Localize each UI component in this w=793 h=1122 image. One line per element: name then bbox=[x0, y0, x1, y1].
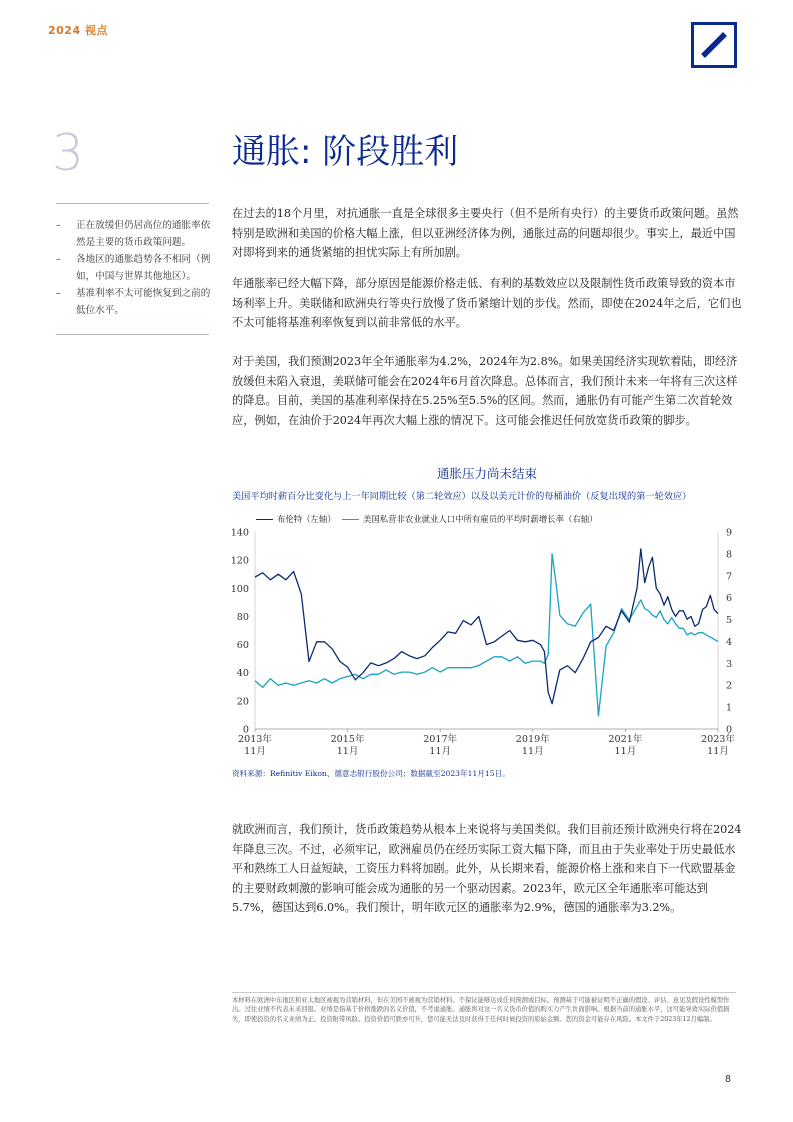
y-left-tick-label: 60 bbox=[236, 640, 249, 652]
legend-line-swatch bbox=[256, 519, 273, 520]
y-right-tick-label: 9 bbox=[726, 527, 733, 539]
bullet-dash: – bbox=[56, 220, 61, 231]
legend-label: 美国私营非农业就业人口中所有雇员的平均时薪增长率（右轴） bbox=[363, 514, 598, 524]
key-point bbox=[56, 217, 214, 251]
key-point bbox=[56, 285, 214, 319]
x-tick-label-month: 11月 bbox=[614, 746, 637, 757]
chart-source: 资料来源：Refinitiv Eikon、德意志银行股份公司；数据截至2023年11月15日。 bbox=[232, 769, 510, 778]
page-number: 8 bbox=[725, 1074, 732, 1085]
key-point-text: 基准利率不太可能恢复到之前的低位水平。 bbox=[76, 288, 211, 316]
chart-title: 通胀压力尚未结束 bbox=[436, 466, 537, 481]
x-tick-label-year: 2017年 bbox=[423, 734, 458, 745]
wage-growth-series-line bbox=[255, 554, 718, 716]
brent-oil-series-line bbox=[255, 549, 718, 704]
legend-line-swatch bbox=[342, 519, 359, 520]
deutsche-bank-logo bbox=[691, 22, 737, 68]
legend-label: 布伦特（左轴） bbox=[277, 514, 336, 524]
section-title: 通胀: 阶段胜利 bbox=[232, 132, 459, 172]
sidebar-top-rule bbox=[56, 203, 209, 204]
chart-subtitle: 美国平均时薪百分比变化与上一年同期比较（第二轮效应）以及以美元计价的每桶油价（反复出现的第一轮效应） bbox=[232, 491, 692, 502]
key-point bbox=[56, 251, 214, 285]
key-point-text: 各地区的通胀趋势各不相同（例如，中国与世界其他地区）。 bbox=[76, 254, 211, 282]
y-right-tick-label: 4 bbox=[726, 636, 733, 648]
body-paragraph: 在过去的18个月里，对抗通胀一直是全球很多主要央行（但不是所有央行）的主要货币政策问题。虽然特别是欧洲和美国的价格大幅上涨，但以亚洲经济体为例，通胀过高的问题却很少。事实上，最近中国对即将到来的通货紧缩的担忧实际上有所加剧。 bbox=[232, 207, 739, 260]
sidebar-bottom-rule bbox=[56, 334, 209, 335]
section-number: 3 bbox=[52, 124, 84, 182]
key-point-text: 正在放缓但仍居高位的通胀率依然是主要的货币政策问题。 bbox=[76, 220, 211, 248]
y-right-tick-label: 5 bbox=[726, 615, 733, 627]
y-left-tick-label: 140 bbox=[230, 527, 249, 539]
y-right-tick-label: 3 bbox=[726, 658, 733, 670]
y-left-tick-label: 20 bbox=[236, 696, 249, 708]
x-tick-label-month: 11月 bbox=[244, 746, 266, 757]
report-label: 2024 视点 bbox=[48, 24, 108, 37]
y-left-tick-label: 40 bbox=[236, 668, 249, 680]
line-chart bbox=[230, 522, 750, 762]
x-tick-label-year: 2023年 bbox=[700, 734, 736, 745]
y-left-tick-label: 0 bbox=[242, 724, 249, 736]
body-paragraph: 年通胀率已经大幅下降，部分原因是能源价格走低、有利的基数效应以及限制性货币政策导致的资本市场利率上升。美联储和欧洲央行等央行放慢了货币紧缩计划的步伐。然而，即使在2024年之后，它们也不太可能将基准利率恢复到以前非常低的水平。 bbox=[232, 277, 742, 330]
key-points-list bbox=[56, 217, 214, 319]
x-tick-label-month: 11月 bbox=[707, 746, 729, 757]
body-paragraph: 对于美国，我们预测2023年全年通胀率为4.2%，2024年为2.8%。如果美国经济实现软着陆，即经济放缓但未陷入衰退，美联储可能会在2024年6月首次降息。总体而言，我们预计未来一年将有三次这样的降息。目前，美国的基准利率保持在5.25%至5.5%的区间。然而，通胀仍有可能产生第二次首轮效应，例如，在油价于2024年再次大幅上涨的情况下。这可能会推迟任何放宽货币政策的脚步。 bbox=[232, 355, 738, 427]
x-tick-label-year: 2015年 bbox=[330, 734, 365, 745]
bullet-dash: – bbox=[56, 254, 61, 265]
y-right-tick-label: 8 bbox=[726, 549, 733, 561]
x-tick-label-month: 11月 bbox=[429, 746, 452, 757]
x-tick-label-year: 2021年 bbox=[608, 734, 643, 745]
disclaimer-footnote: 本材料在欧洲中东地区和亚太地区被视为营销材料，但在美国不被视为营销材料。不保证能够达成任何预测或目标。预测基于可能被证明不正确的假设、评估、意见及假设性模型作出。过往业绩不代表未来回报。业绩是指基于价格涨跌的名义价值，不考虑通胀。通胀将对这一名义货币价值的购买力产生负面影响。根据当前的通胀水平，这可能导致实际价值损失，即使投资的名义业绩为正。投资附带风险。投资价值可跌亦可升，您可能无法及时获得于任何时候投资的原始金额。您的资金可能存在风险。本文件于2023年12月编制。 bbox=[232, 997, 730, 1023]
x-tick-label-month: 11月 bbox=[336, 746, 359, 757]
y-right-tick-label: 1 bbox=[726, 702, 733, 714]
logo-slash-icon bbox=[694, 25, 734, 65]
y-right-tick-label: 2 bbox=[726, 680, 733, 692]
footer-rule bbox=[232, 992, 736, 993]
x-tick-label-month: 11月 bbox=[521, 746, 544, 757]
body-paragraph: 就欧洲而言，我们预计，货币政策趋势从根本上来说将与美国类似。我们目前还预计欧洲央行将在2024年降息三次。不过，必须牢记，欧洲雇员仍在经历实际工资大幅下降，而且由于失业率处于历史最低水平和熟练工人日益短缺，工资压力料将加剧。此外，从长期来看，能源价格上涨和来自下一代欧盟基金的主要财政刺激的影响可能会成为通胀的另一个驱动因素。2023年，欧元区全年通胀率可能达到5.7%，德国达到6.0%。我们预计，明年欧元区的通胀率为2.9%，德国的通胀率为3.2%。 bbox=[232, 823, 742, 915]
y-right-tick-label: 7 bbox=[726, 571, 733, 583]
y-right-tick-label: 6 bbox=[726, 593, 733, 605]
y-left-tick-label: 80 bbox=[236, 611, 249, 623]
y-left-tick-label: 100 bbox=[230, 583, 249, 595]
y-right-tick-label: 0 bbox=[726, 724, 733, 736]
x-tick-label-year: 2013年 bbox=[237, 734, 273, 745]
y-left-tick-label: 120 bbox=[230, 555, 249, 567]
x-tick-label-year: 2019年 bbox=[515, 734, 550, 745]
bullet-dash: – bbox=[56, 288, 61, 299]
